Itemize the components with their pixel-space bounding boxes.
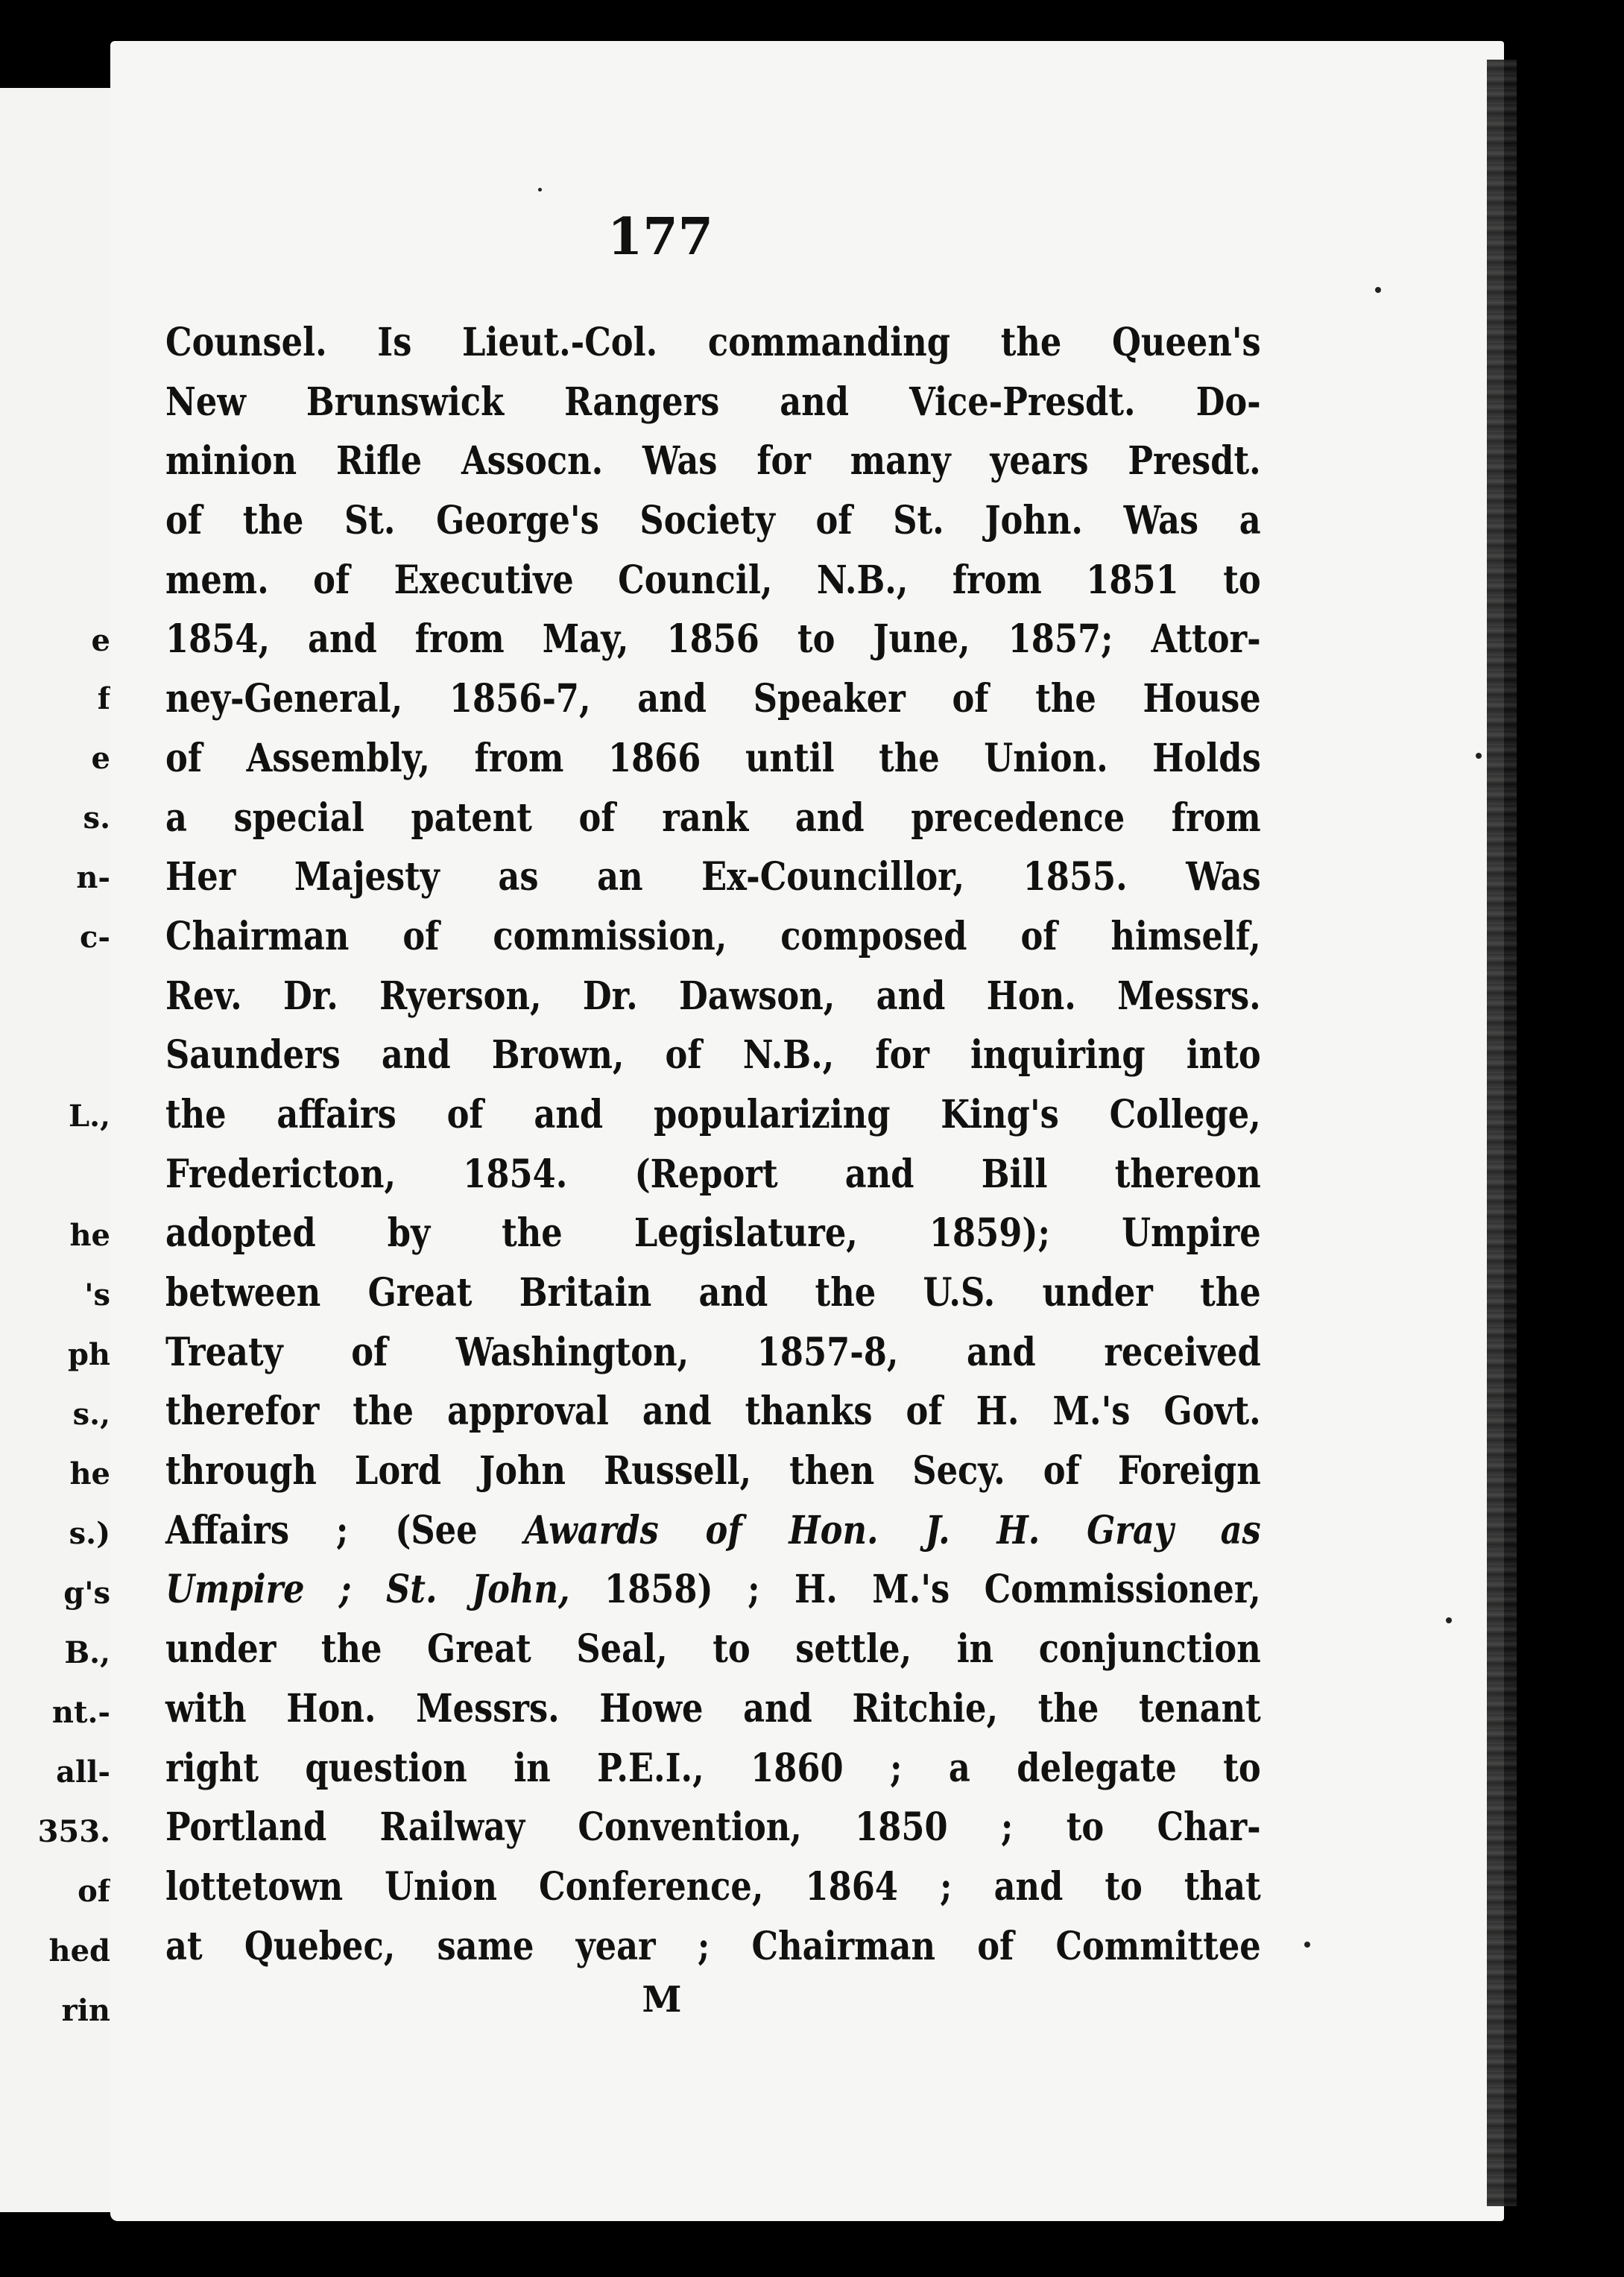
- text-line: Counsel. Is Lieut.-Col. commanding the Queen's: [165, 320, 1261, 365]
- text-line: with Hon. Messrs. Howe and Ritchie, the tenant: [165, 1685, 1261, 1731]
- print-speck: [1446, 1617, 1452, 1623]
- print-speck: [1304, 1942, 1310, 1948]
- margin-fragment: he: [69, 1218, 110, 1253]
- text-line: Chairman of commission, composed of himself,: [165, 913, 1261, 959]
- signature-mark: M: [642, 1979, 682, 2021]
- margin-fragment: n-: [76, 860, 110, 895]
- text-line: under the Great Seal, to settle, in conjunction: [165, 1626, 1261, 1673]
- text-line: minion Rifle Assocn. Was for many years Presdt.: [165, 438, 1261, 484]
- text-line: lottetown Union Conference, 1864 ; and to that: [165, 1863, 1261, 1910]
- text-line: of Assembly, from 1866 until the Union. Holds: [165, 735, 1261, 781]
- margin-fragment: 's: [84, 1278, 110, 1313]
- text-line: [165, 1560, 1261, 1620]
- text-line: through Lord John Russell, then Secy. of Foreign: [165, 1448, 1261, 1494]
- margin-fragment: L.,: [69, 1099, 110, 1134]
- text-line: right question in P.E.I., 1860 ; a delegate to: [165, 1745, 1261, 1791]
- margin-fragment: s.,: [72, 1397, 110, 1432]
- margin-fragment: s.: [83, 800, 110, 836]
- margin-fragment: of: [78, 1874, 110, 1909]
- page-number: 177: [607, 207, 713, 267]
- margin-fragment: he: [69, 1456, 110, 1491]
- text-line: Saunders and Brown, of N.B., for inquiring into: [165, 1032, 1261, 1079]
- text-run: 1858) ; H. M.'s Commissioner,: [569, 1567, 1261, 1613]
- margin-fragment: f: [97, 681, 110, 716]
- text-line: therefor the approval and thanks of H. M.'s Govt.: [165, 1389, 1261, 1435]
- page-edge-shadow: [1487, 60, 1517, 2206]
- adjacent-page-edge: [0, 88, 119, 2212]
- print-speck: [1375, 287, 1381, 293]
- margin-fragment: rin: [61, 1993, 110, 2028]
- text-line: [165, 1501, 1261, 1561]
- margin-fragment: s.): [69, 1516, 110, 1551]
- italic-text-run: Awards of Hon. J. H. Gray as: [524, 1507, 1261, 1553]
- italic-text-run: Umpire ; St. John,: [165, 1567, 570, 1613]
- margin-fragment: e: [91, 623, 110, 658]
- text-line: Portland Railway Convention, 1850 ; to Char-: [165, 1804, 1261, 1851]
- text-line: Her Majesty as an Ex-Councillor, 1855. Was: [165, 854, 1261, 900]
- margin-fragment: e: [91, 741, 110, 776]
- print-speck: [538, 188, 542, 192]
- text-line: Treaty of Washington, 1857-8, and received: [165, 1329, 1261, 1375]
- margin-fragment: B.,: [64, 1635, 110, 1670]
- text-line: mem. of Executive Council, N.B., from 1851 to: [165, 557, 1261, 603]
- margin-fragment: hed: [48, 1933, 110, 1968]
- text-line: Fredericton, 1854. (Report and Bill thereon: [165, 1151, 1261, 1197]
- margin-fragment: all-: [56, 1755, 110, 1790]
- margin-fragment: nt.-: [51, 1695, 110, 1730]
- margin-fragment: c-: [80, 920, 110, 955]
- margin-fragment: 353.: [37, 1814, 110, 1849]
- text-line: ney-General, 1856-7, and Speaker of the House: [165, 676, 1261, 722]
- text-line: the affairs of and popularizing King's College,: [165, 1091, 1261, 1137]
- margin-fragment: ph: [67, 1337, 110, 1372]
- body-text: [165, 313, 1261, 1976]
- text-line: 1854, and from May, 1856 to June, 1857; Attor-: [165, 616, 1261, 663]
- text-line: of the St. George's Society of St. John. Was a: [165, 498, 1261, 544]
- text-line: between Great Britain and the U.S. under the: [165, 1270, 1261, 1316]
- text-line: adopted by the Legislature, 1859); Umpire: [165, 1210, 1261, 1257]
- text-line: at Quebec, same year ; Chairman of Committee: [165, 1923, 1261, 1969]
- margin-fragment: g's: [63, 1576, 110, 1611]
- text-line: a special patent of rank and precedence from: [165, 795, 1261, 841]
- text-line: New Brunswick Rangers and Vice-Presdt. Do-: [165, 379, 1261, 425]
- text-line: Rev. Dr. Ryerson, Dr. Dawson, and Hon. Messrs.: [165, 973, 1261, 1019]
- text-run: Affairs ; (See: [165, 1507, 525, 1553]
- print-speck: [1476, 753, 1482, 759]
